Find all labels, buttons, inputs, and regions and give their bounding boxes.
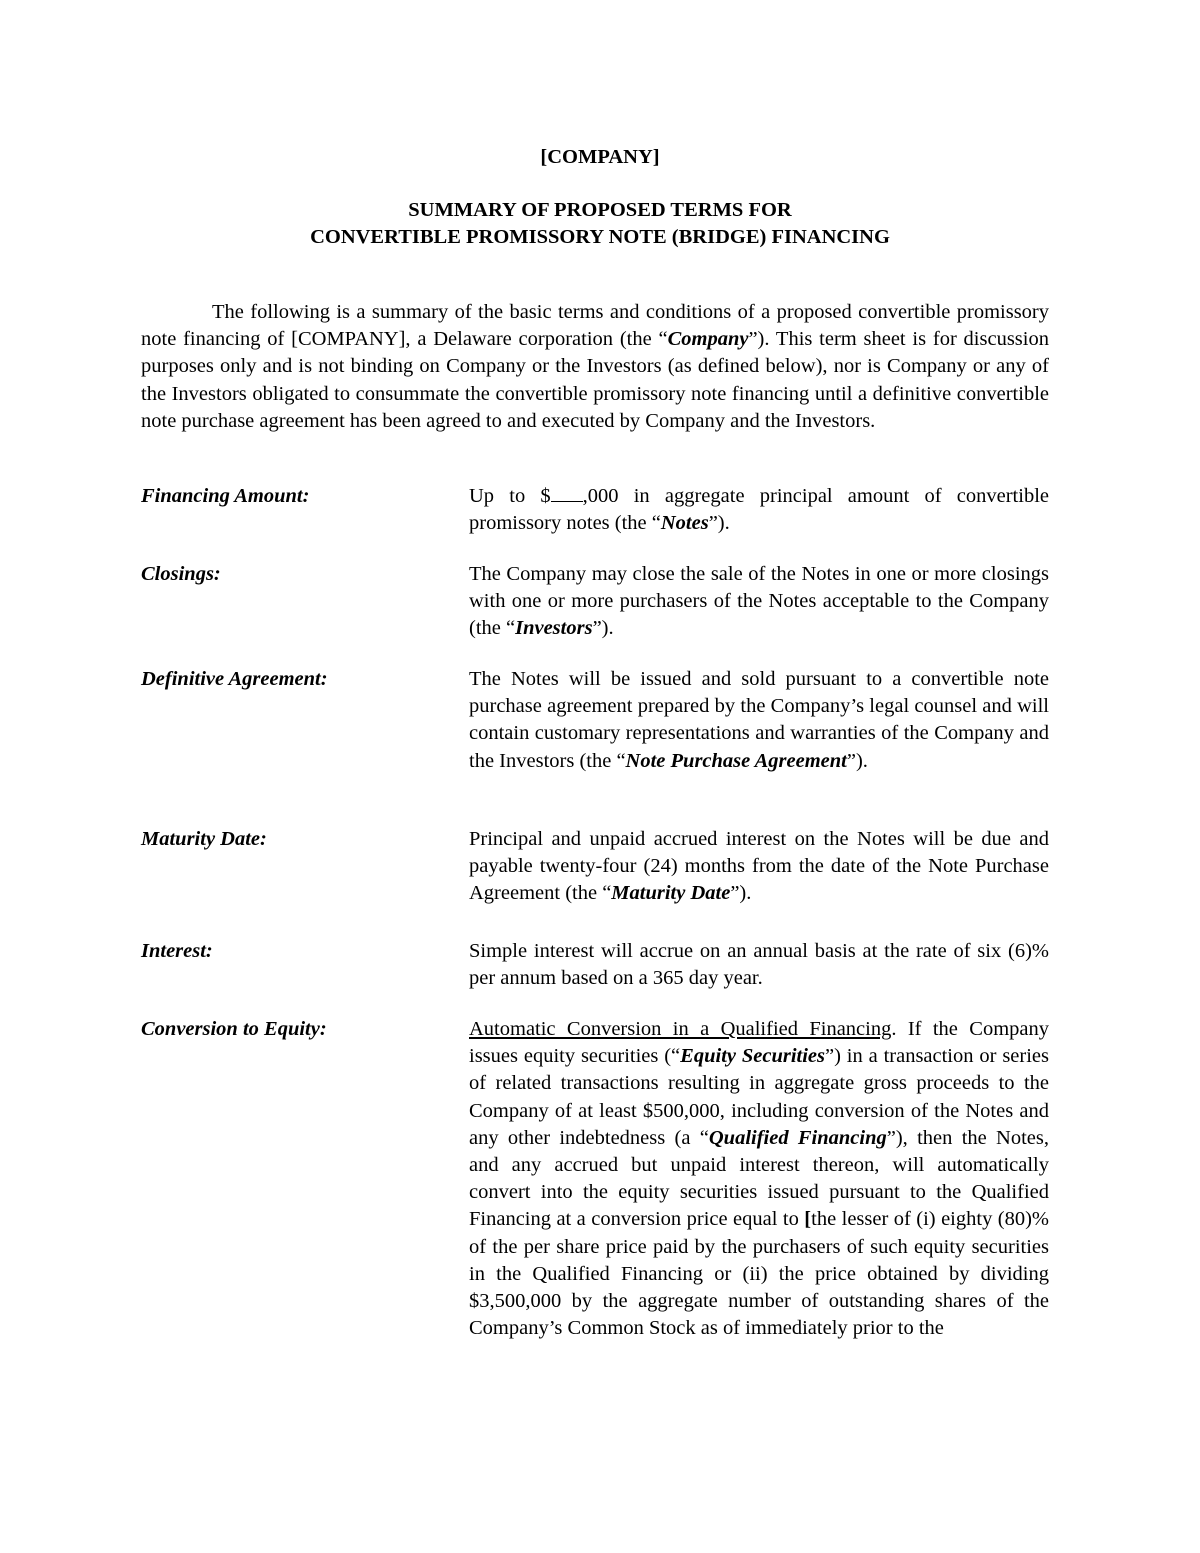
conversion-text-4: the lesser of (i) eighty (80)% of the per share price paid by the purchasers of such equity securities in the Qualified Financing or (ii) the price obtained by dividing $3,500,000 by the aggregate number of outstanding shares of the Company’s Common Stock as of immediately prior to the xyxy=(469,1208,1049,1340)
defined-term-maturity-date: Maturity Date xyxy=(611,882,731,905)
title-line-1: SUMMARY OF PROPOSED TERMS FOR xyxy=(408,199,792,221)
intro-text-2: ”). This term sheet is for discussion purposes only and is not binding on Company or the Investors (as defined below), nor is Company or any of the Investors obligated to consummate the convertible promissory note financing until a definitive convertible note purchase agreement has been agreed to and executed by Company and the Investors. xyxy=(141,328,1049,432)
term-body-maturity-date xyxy=(469,826,1049,908)
term-label-interest: Interest: xyxy=(141,940,213,962)
term-label-definitive-agreement: Definitive Agreement: xyxy=(141,668,328,690)
conversion-text-3: ”), then the Notes, and any accrued but unpaid interest thereon, will automatically convert into the equity securities issued pursuant to the Qualified Financing at a conversion price equal to xyxy=(469,1126,1049,1231)
term-body-closings xyxy=(469,561,1049,643)
defined-term-notes: Notes xyxy=(660,512,709,535)
maturity-text-1: Principal and unpaid accrued interest on the Notes will be due and payable twenty-four (24) months from the date of the Note Purchase Agreement (the “ xyxy=(469,828,1049,905)
amount-blank xyxy=(551,483,583,502)
intro-text-1: The following is a summary of the basic terms and conditions of a proposed convertible promissory note financing of [COMPANY], a Delaware corporation (the “ xyxy=(141,301,1049,351)
term-label-conversion: Conversion to Equity: xyxy=(141,1018,327,1040)
document-title xyxy=(0,197,1200,251)
intro-paragraph xyxy=(141,299,1049,435)
term-body-conversion xyxy=(469,1016,1049,1342)
title-line-2: CONVERTIBLE PROMISSORY NOTE (BRIDGE) FINANCING xyxy=(310,226,890,248)
defined-term-qualified-financing: Qualified Financing xyxy=(708,1126,887,1149)
defined-term-investors: Investors xyxy=(515,617,593,640)
term-body-definitive-agreement xyxy=(469,666,1049,775)
closings-text-2: ”). xyxy=(592,617,614,640)
closings-text-1: The Company may close the sale of the Notes in one or more closings with one or more purchasers of the Notes acceptable to the Company (the “ xyxy=(469,563,1049,640)
conversion-text-1: . If the Company issues equity securities (“ xyxy=(469,1018,1049,1068)
term-label-maturity-date: Maturity Date: xyxy=(141,828,267,850)
financing-text-3: ”). xyxy=(708,512,730,535)
subheading-automatic-conversion: Automatic Conversion in a Qualified Financing xyxy=(469,1018,892,1040)
term-label-financing-amount: Financing Amount: xyxy=(141,485,310,507)
defined-term-equity-securities: Equity Securities xyxy=(680,1045,825,1068)
bracket-open: [ xyxy=(804,1208,812,1231)
term-body-financing-amount xyxy=(469,483,1049,537)
defined-term-company: Company xyxy=(667,328,749,351)
term-label-closings: Closings: xyxy=(141,563,221,585)
term-body-interest: Simple interest will accrue on an annual basis at the rate of six (6)% per annum based on a 365 day year. xyxy=(469,940,1049,990)
conversion-text-2: ”) in a transaction or series of related transactions resulting in aggregate gross proceeds to the Company of at least $500,000, including conversion of the Notes and any other indebtedness (a “ xyxy=(469,1045,1049,1149)
defined-term-note-purchase-agreement: Note Purchase Agreement xyxy=(625,749,847,772)
maturity-text-2: ”). xyxy=(730,882,752,905)
financing-text-1: Up to $ xyxy=(469,485,551,507)
agreement-text-1: The Notes will be issued and sold pursuant to a convertible note purchase agreement prepared by the Company’s legal counsel and will contain customary representations and warranties of the Company and the Investors (the “ xyxy=(469,668,1049,772)
financing-text-2: ,000 in aggregate principal amount of convertible promissory notes (the “ xyxy=(469,485,1049,535)
company-heading: [COMPANY] xyxy=(540,146,660,168)
agreement-text-2: ”). xyxy=(846,749,868,772)
